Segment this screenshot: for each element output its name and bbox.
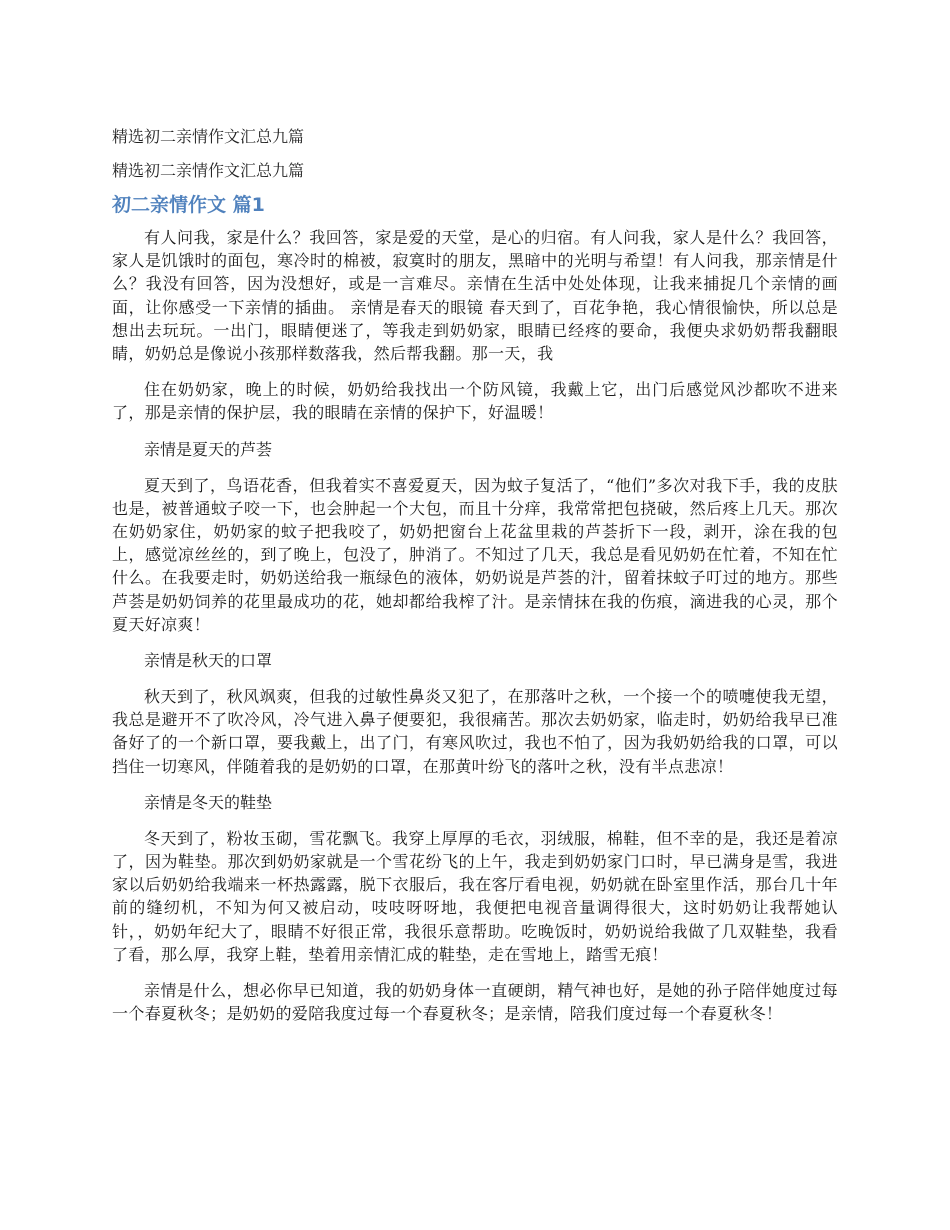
paragraph-conclusion: 亲情是什么，想必你早已知道，我的奶奶身体一直硬朗，精气神也好，是她的孙子陪伴她度过每一个春夏秋冬；是奶奶的爱陪我度过每一个春夏秋冬；是亲情，陪我们度过每一个春夏秋冬！: [112, 981, 838, 1024]
paragraph-intro: 有人问我，家是什么？我回答，家是爱的天堂，是心的归宿。有人问我，家人是什么？我回答，家人是饥饿时的面包，寒冷时的棉被，寂寞时的朋友，黑暗中的光明与希望！有人问我，那亲情是什么？我没有回答，因为没想好，或是一言难尽。亲情在生活中处处体现，让我来捕捉几个亲情的画面，让你感受一下亲情的插曲。 亲情是春天的眼镜 春天到了，百花争艳，我心情很愉快，所以总是想出去玩玩。一出门，眼睛便迷了，等我走到奶奶家，眼睛已经疼的要命，我便央求奶奶帮我翻眼睛，奶奶总是像说小孩那样数落我，然后帮我翻。那一天，我: [112, 228, 838, 364]
document-title: 精选初二亲情作文汇总九篇: [112, 127, 305, 146]
subheading-autumn: 亲情是秋天的口罩: [144, 651, 273, 671]
subheading-summer: 亲情是夏天的芦荟: [144, 439, 273, 459]
document-page: [112, 126, 838, 1038]
document-title-repeat: 精选初二亲情作文汇总九篇: [112, 161, 305, 180]
paragraph-summer: 夏天到了，鸟语花香，但我着实不喜爱夏天，因为蚊子复活了，“他们”多次对我下手，我的皮肤也是，被普通蚊子咬一下，也会肿起一个大包，而且十分痒，我常常把包挠破，然后疼上几天。那次在奶奶家住，奶奶家的蚊子把我咬了，奶奶把窗台上花盆里栽的芦荟折下一段，剥开，涂在我的包上，感觉凉丝丝的，到了晚上，包没了，肿消了。不知过了几天，我总是看见奶奶在忙着，不知在忙什么。在我要走时，奶奶送给我一瓶绿色的液体，奶奶说是芦荟的汁，留着抹蚊子叮过的地方。那些芦荟是奶奶饲养的花里最成功的花，她却都给我榨了汁。是亲情抹在我的伤痕，滴进我的心灵，那个夏天好凉爽！: [112, 475, 838, 634]
paragraph-winter: 冬天到了，粉妆玉砌，雪花飘飞。我穿上厚厚的毛衣，羽绒服，棉鞋，但不幸的是，我还是着凉了，因为鞋垫。那次到奶奶家就是一个雪花纷飞的上午，我走到奶奶家门口时，早已满身是雪，我进家以后奶奶给我端来一杯热露露，脱下衣服后，我在客厅看电视，奶奶就在卧室里作活，那台几十年前的缝纫机，不知为何又被启动，吱吱呀呀地，我便把电视音量调得很大，这时奶奶让我帮她认针，，奶奶年纪大了，眼睛不好很正常，我很乐意帮助。吃晚饭时，奶奶说给我做了几双鞋垫，我看了看，那么厚，我穿上鞋，垫着用亲情汇成的鞋垫，走在雪地上，踏雪无痕！: [112, 828, 838, 964]
paragraph-spring: 住在奶奶家，晚上的时候，奶奶给我找出一个防风镜，我戴上它，出门后感觉风沙都吹不进来了，那是亲情的保护层，我的眼睛在亲情的保护下，好温暖！: [112, 380, 838, 423]
paragraph-autumn: 秋天到了，秋风飒爽，但我的过敏性鼻炎又犯了，在那落叶之秋，一个接一个的喷嚏使我无望，我总是避开不了吹冷风，冷气进入鼻子便要犯，我很痛苦。那次去奶奶家，临走时，奶奶给我早已准备好了的一个新口罩，要我戴上，出了门，有寒风吹过，我也不怕了，因为我奶奶给我的口罩，可以挡住一切寒风，伴随着我的是奶奶的口罩，在那黄叶纷飞的落叶之秋，没有半点悲凉！: [112, 687, 838, 776]
subheading-winter: 亲情是冬天的鞋垫: [144, 792, 273, 812]
section-heading: 初二亲情作文 篇1: [112, 194, 265, 216]
